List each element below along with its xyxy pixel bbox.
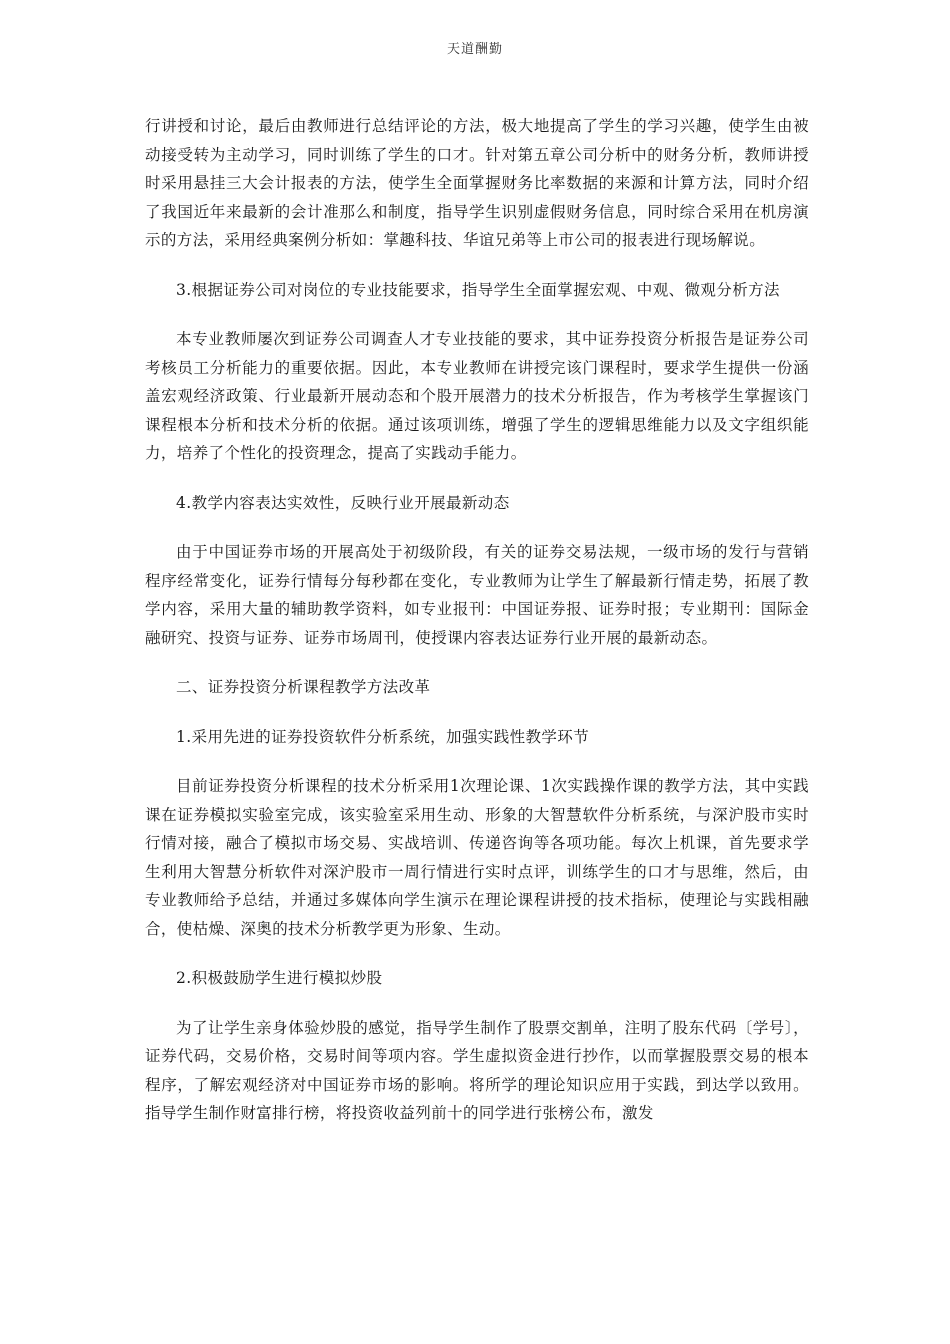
subheading-2-2: 2.积极鼓励学生进行模拟炒股 — [176, 969, 383, 987]
subheading-2-1: 1.采用先进的证券投资软件分析系统，加强实践性教学环节 — [176, 727, 590, 746]
subheading-3: 3.根据证券公司对岗位的专业技能要求，指导学生全面掌握宏观、中观、微观分析方法 — [176, 280, 780, 299]
section-heading-2: 二、证券投资分析课程教学方法改革 — [176, 678, 431, 696]
paragraph-continuation: 行讲授和讨论，最后由教师进行总结评论的方法，极大地提高了学生的学习兴趣，使学生由被动接受转为主动学习，同时训练了学生的口才。针对第五章公司分析中的财务分析，教师讲授时采用悬挂三大会计报表的方法，使学生全面掌握财务比率数据的来源和计算方法，同时介绍了我国近年来最新的会计准那么和制度，指导学生识别虚假财务信息，同时综合采用在机房演示的方法，采用经典案例分析如：掌趣科技、华谊兄弟等上市公司的报表进行现场解说。 — [145, 117, 809, 249]
page-header: 天道酬勤 — [446, 42, 503, 57]
paragraph-2-2: 为了让学生亲身体验炒股的感觉，指导学生制作了股票交割单，注明了股东代码〔学号〕，证券代码，交易价格，交易时间等项内容。学生虚拟资金进行抄作，以而掌握股票交易的根本程序，了解宏观经济对中国证券市场的影响。将所学的理论知识应用于实践，到达学以致用。指导学生制作财富排行榜，将投资收益列前十的同学进行张榜公布，激发 — [145, 1018, 809, 1122]
paragraph-4: 由于中国证券市场的开展高处于初级阶段，有关的证券交易法规，一级市场的发行与营销程序经常变化，证券行情每分每秒都在变化，专业教师为让学生了解最新行情走势，拓展了教学内容，采用大量的辅助教学资料，如专业报刊：中国证券报、证券时报；专业期刊：国际金融研究、投资与证券、证券市场周刊，使授课内容表达证券行业开展的最新动态。 — [145, 543, 809, 647]
paragraph-2-1: 目前证券投资分析课程的技术分析采用1次理论课、1次实践操作课的教学方法，其中实践课在证券模拟实验室完成，该实验室采用生动、形象的大智慧软件分析系统，与深沪股市实时行情对接，融合了模拟市场交易、实战培训、传递咨询等各项功能。每次上机课，首先要求学生利用大智慧分析软件对深沪股市一周行情进行实时点评，训练学生的口才与思维，然后，由专业教师给予总结，并通过多媒体向学生演示在理论课程讲授的技术指标，使理论与实践相融合，使枯燥、深奥的技术分析教学更为形象、生动。 — [145, 777, 809, 938]
document-body — [145, 112, 809, 1128]
subheading-4: 4.教学内容表达实效性，反映行业开展最新动态 — [176, 493, 510, 512]
paragraph-3: 本专业教师屡次到证券公司调查人才专业技能的要求，其中证券投资分析报告是证券公司考核员工分析能力的重要依据。因此，本专业教师在讲授完该门课程时，要求学生提供一份涵盖宏观经济政策、行业最新开展动态和个股开展潜力的技术分析报告，作为考核学生掌握该门课程根本分析和技术分析的依据。通过该项训练，增强了学生的逻辑思维能力以及文字组织能力，培养了个性化的投资理念，提高了实践动手能力。 — [145, 330, 809, 462]
